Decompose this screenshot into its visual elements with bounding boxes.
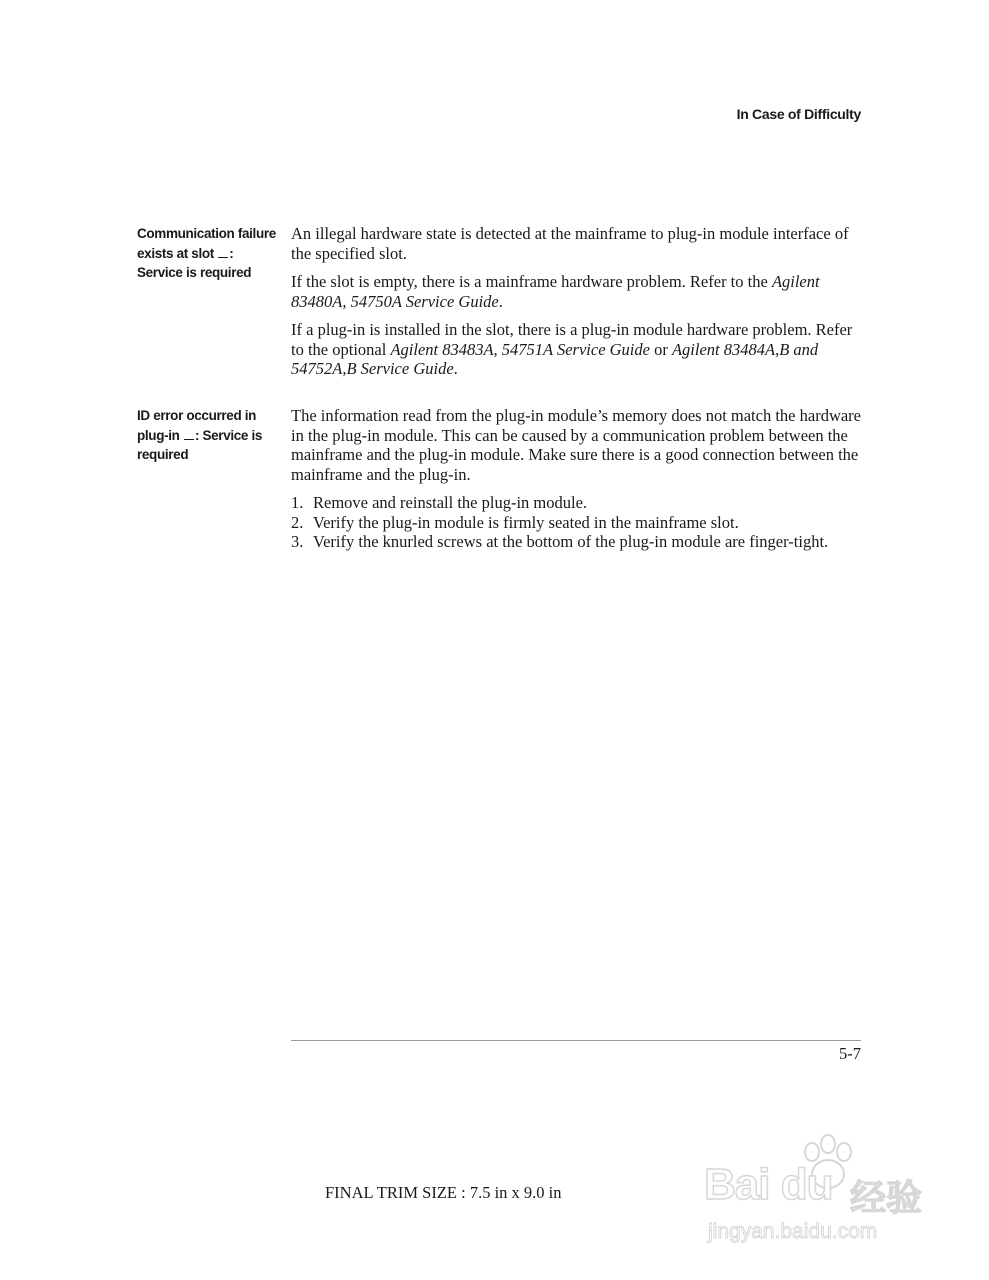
paragraph-text: or — [649, 339, 672, 359]
step-number: 2. — [291, 512, 304, 532]
step-number: 3. — [291, 532, 304, 551]
error-entry-communication-failure — [137, 224, 861, 388]
paragraph-text: If the slot is empty, there is a mainframe hardware problem. Refer to the — [291, 272, 772, 291]
description-paragraph — [291, 406, 861, 484]
step-text: Verify the knurled screws at the bottom of the plug-in module are finger-tight. — [313, 532, 829, 551]
watermark-chinese: 经验 — [850, 1178, 923, 1219]
step-text: Remove and reinstall the plug-in module. — [313, 493, 588, 512]
procedure-step — [291, 532, 861, 552]
procedure-step — [291, 513, 861, 533]
description-paragraph — [291, 224, 861, 263]
error-term-part: : Service is required — [137, 245, 252, 280]
watermark-url: jingyan.baidu.com — [708, 1220, 878, 1243]
paragraph-text: An illegal hardware state is detected at the mainframe to plug-in module interface of the specified slot. — [291, 224, 849, 263]
paragraph-text: . — [498, 291, 503, 311]
error-entry-id-error — [137, 406, 861, 552]
procedure-step — [291, 493, 861, 513]
error-term-part: ID error occurred in plug-in — [137, 408, 257, 443]
error-description — [291, 224, 861, 379]
step-number: 1. — [291, 493, 304, 512]
description-paragraph — [291, 272, 861, 311]
error-term-part: : Service is required — [137, 427, 263, 462]
paragraph-text: If a plug-in is installed in the slot, there is a plug-in module hardware problem. Refer to the optional — [291, 320, 853, 359]
procedure-steps — [291, 493, 861, 552]
slot-placeholder-blank — [218, 245, 228, 258]
description-paragraph — [291, 320, 861, 379]
baidu-jingyan-watermark — [700, 1130, 940, 1250]
service-guide-reference: Agilent 83483A, 54751A Service Guide — [390, 339, 650, 359]
paragraph-text: . — [453, 359, 458, 378]
watermark-brand: Bai du — [704, 1160, 833, 1209]
service-guide-reference: Agilent 83480A, 54750A Service Guide — [291, 272, 820, 311]
error-term — [137, 224, 282, 283]
slot-placeholder-blank — [184, 427, 194, 440]
paragraph-text: The information read from the plug-in module’s memory does not match the hardware in the plug-in module. This can be caused by a communication problem between the mainframe and the plug-in module. Make sure there is a good connection between the mainframe and the plug-in. — [291, 406, 861, 484]
trim-size-note: FINAL TRIM SIZE : 7.5 in x 9.0 in — [325, 1183, 562, 1202]
error-term-part: Communication failure exists at slot — [137, 226, 276, 261]
error-description — [291, 406, 861, 552]
service-guide-reference: Agilent 83484A,B and 54752A,B Service Guide — [291, 339, 819, 378]
page-number: 5-7 — [839, 1044, 861, 1063]
running-header: In Case of Difficulty — [736, 106, 861, 122]
footer-rule — [291, 1040, 861, 1041]
step-text: Verify the plug-in module is firmly seated in the mainframe slot. — [313, 512, 739, 532]
error-term — [137, 406, 282, 465]
